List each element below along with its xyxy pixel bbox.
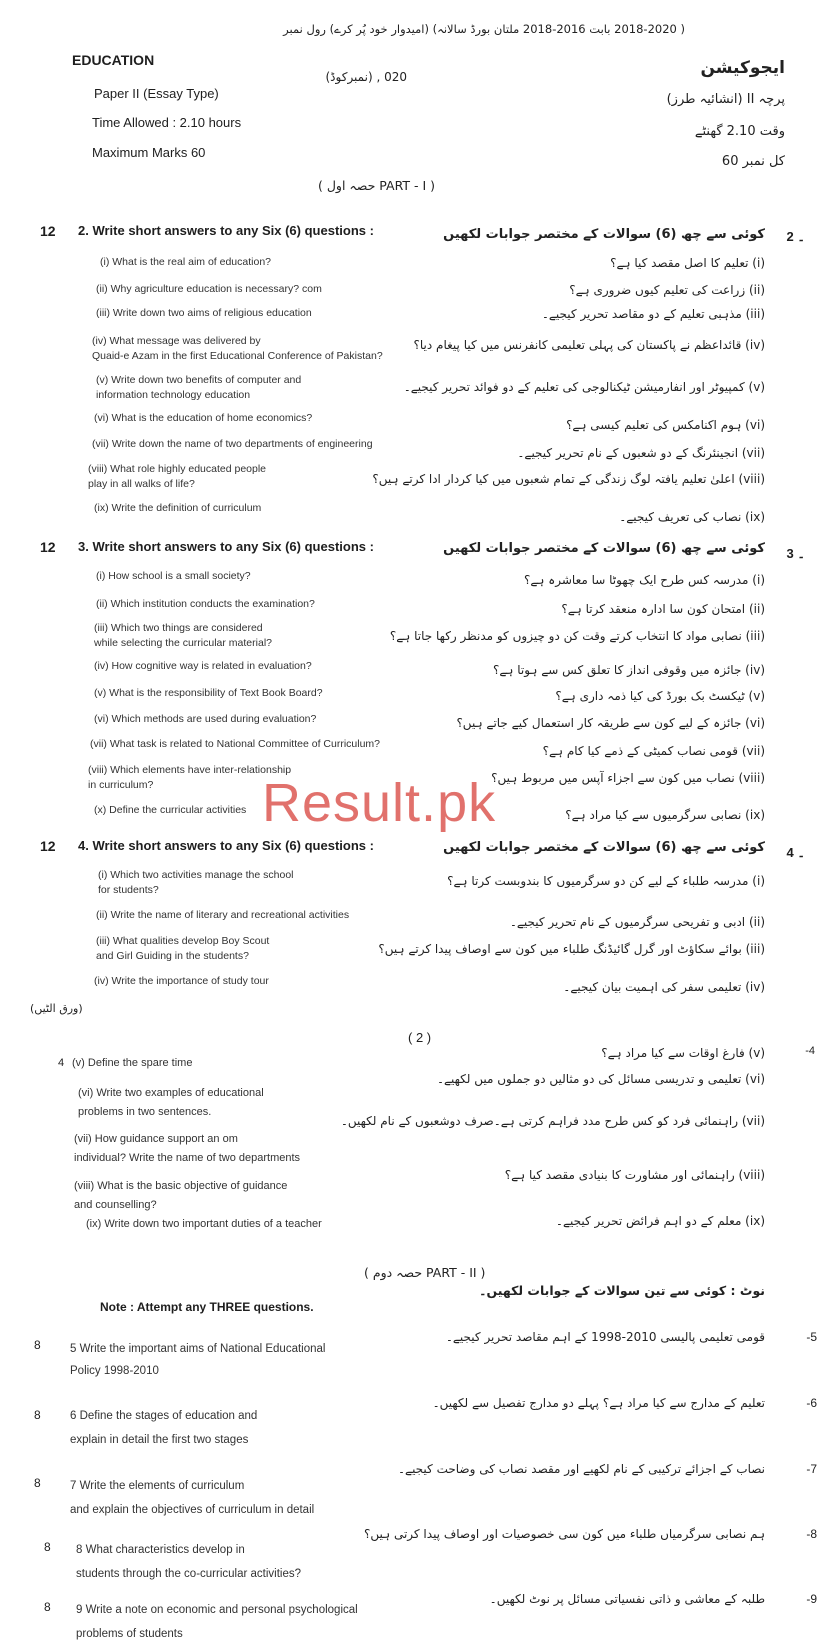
part-two-heading: ( PART - II حصہ دوم ) bbox=[364, 1265, 486, 1280]
q3-item-5-en: (v) What is the responsibility of Text Book Board? bbox=[94, 687, 323, 699]
q2-item-4-en: (iv) What message was delivered by Quaid-e Azam in the first Educational Conference of Pakistan? bbox=[92, 335, 383, 362]
q3-item-8-ur: (viii) نصاب میں کون سے اجزاء آپس میں مربوط ہیں؟ bbox=[491, 771, 765, 785]
q2-item-8-ur: (viii) اعلیٰ تعلیم یافتہ لوگ زندگی کے تمام شعبوں میں کیا کردار ادا کرتے ہیں؟ bbox=[372, 472, 765, 486]
paper-code: 020 , (نمبرکوڈ) bbox=[325, 70, 407, 84]
paper-label-ur: پرچہ II (انشائیہ طرز) bbox=[666, 92, 785, 107]
q8-marks: 8 bbox=[44, 1540, 51, 1554]
q5-text-en: 5 Write the important aims of National Educational Policy 1998-2010 bbox=[70, 1343, 326, 1377]
q4-item-4-ur: (iv) تعلیمی سفر کی اہمیت بیان کیجیے۔ bbox=[563, 980, 765, 994]
note-en: Note : Attempt any THREE questions. bbox=[100, 1300, 314, 1314]
q4-title: 4. Write short answers to any Six (6) questions : bbox=[78, 838, 374, 853]
q6-text-ur: تعلیم کے مدارج سے کیا مراد ہے؟ پہلے دو مدارج تفصیل سے لکھیں۔ bbox=[432, 1396, 765, 1410]
maximum-marks-ur: کل نمبر 60 bbox=[721, 154, 785, 169]
q9-number-ur: -9 bbox=[806, 1592, 817, 1606]
q4-cont-number-right: -4 bbox=[805, 1045, 815, 1057]
q7-number-ur: -7 bbox=[806, 1462, 817, 1476]
q2-item-2-en: (ii) Why agriculture education is necessary? com bbox=[96, 283, 322, 295]
note-ur: نوٹ : کوئی سے تین سوالات کے جوابات لکھیں۔ bbox=[479, 1283, 765, 1298]
q3-item-4-en: (iv) How cognitive way is related in evaluation? bbox=[94, 660, 312, 672]
q3-item-2-ur: (ii) امتحان کون سا ادارہ منعقد کرتا ہے؟ bbox=[561, 602, 765, 616]
q2-item-7-en: (vii) Write down the name of two departments of engineering bbox=[92, 438, 373, 450]
q6-marks: 8 bbox=[34, 1408, 41, 1422]
q3-item-1-en: (i) How school is a small society? bbox=[96, 570, 251, 582]
q4-cont-number-left: 4 bbox=[58, 1057, 65, 1069]
q3-item-7-ur: (vii) قومی نصاب کمیٹی کے ذمے کیا کام ہے؟ bbox=[542, 744, 765, 758]
q3-item-1-ur: (i) مدرسہ کس طرح ایک چھوٹا سا معاشرہ ہے؟ bbox=[523, 573, 765, 587]
q9-text-en: 9 Write a note on economic and personal psychological problems of students bbox=[76, 1604, 358, 1640]
maximum-marks-en: Maximum Marks 60 bbox=[92, 145, 206, 160]
q2-item-9-en: (ix) Write the definition of curriculum bbox=[94, 502, 262, 514]
q2-item-4-ur: (iv) قائداعظم نے پاکستان کی پہلی تعلیمی کانفرنس میں کیا پیغام دیا؟ bbox=[413, 338, 765, 352]
q3-item-9-en: (x) Define the curricular activities bbox=[94, 804, 247, 816]
q2-item-6-en: (vi) What is the education of home economics? bbox=[94, 412, 313, 424]
q3-number-ur: ۔ 3 bbox=[786, 546, 805, 561]
q3-item-4-ur: (iv) جائزہ میں وقوفی انداز کا تعلق کس سے ہوتا ہے؟ bbox=[492, 663, 765, 677]
q3-item-5-ur: (v) ٹیکسٹ بک بورڈ کی کیا ذمہ داری ہے؟ bbox=[555, 689, 765, 703]
q5-marks: 8 bbox=[34, 1338, 41, 1352]
q7-text-en: 7 Write the elements of curriculum and explain the objectives of curriculum in detail bbox=[70, 1480, 315, 1516]
q4-item-7-en: (vii) How guidance support an om individual? Write the name of two departments bbox=[74, 1133, 301, 1164]
q2-title-ur: کوئی سے چھ (6) سوالات کے مختصر جوابات لکھیں bbox=[443, 227, 765, 242]
time-allowed-ur: وقت 2.10 گھنٹے bbox=[694, 124, 785, 139]
q5-text-ur: قومی تعلیمی پالیسی 2010-1998 کے اہم مقاصد تحریر کیجیے۔ bbox=[445, 1330, 765, 1344]
watermark: Result.pk bbox=[262, 773, 497, 833]
q2-item-1-ur: (i) تعلیم کا اصل مقصد کیا ہے؟ bbox=[610, 256, 765, 270]
q4-title-ur: کوئی سے چھ (6) سوالات کے مختصر جوابات لکھیں bbox=[443, 840, 765, 855]
q4-item-6-ur: (vi) تعلیمی و تدریسی مسائل کی دو مثالیں دو جملوں میں لکھیے۔ bbox=[436, 1072, 765, 1086]
time-allowed-en: Time Allowed : 2.10 hours bbox=[92, 115, 242, 130]
q3-title-ur: کوئی سے چھ (6) سوالات کے مختصر جوابات لکھیں bbox=[443, 541, 765, 556]
q3-item-6-ur: (vi) جائزہ کے لیے کون سے طریقہ کار استعمال کیے جاتے ہیں؟ bbox=[456, 716, 765, 730]
q4-item-4-en: (iv) Write the importance of study tour bbox=[94, 975, 269, 987]
q4-item-9-en: (ix) Write down two important duties of a teacher bbox=[86, 1218, 322, 1230]
q6-text-en: 6 Define the stages of education and explain in detail the first two stages bbox=[70, 1410, 258, 1446]
page-number: ( 2 ) bbox=[408, 1030, 432, 1045]
q7-marks: 8 bbox=[34, 1476, 41, 1490]
q2-item-8-en: (viii) What role highly educated people play in all walks of life? bbox=[88, 463, 267, 490]
q8-text-ur: ہم نصابی سرگرمیاں طلباء میں کون سی خصوصیات اور اوصاف پیدا کرتی ہیں؟ bbox=[363, 1527, 765, 1541]
exam-years-line: ( 2018-2020 بابت 2016-2018 ملتان بورڈ سالانہ) (امیدوار خود پُر کرے) رول نمبر bbox=[283, 22, 685, 36]
q4-item-1-en: (i) Which two activities manage the school for students? bbox=[98, 869, 294, 896]
q2-item-6-ur: (vi) ہوم اکنامکس کی تعلیم کیسی ہے؟ bbox=[566, 418, 765, 432]
q4-item-6-en: (vi) Write two examples of educational problems in two sentences. bbox=[78, 1087, 264, 1118]
q3-item-3-en: (iii) Which two things are considered while selecting the curricular material? bbox=[94, 622, 272, 649]
q4-item-2-en: (ii) Write the name of literary and recreational activities bbox=[96, 909, 350, 921]
q7-text-ur: نصاب کے اجزائے ترکیبی کے نام لکھیے اور مقصد نصاب کی وضاحت کیجیے۔ bbox=[398, 1462, 765, 1476]
q3-marks: 12 bbox=[40, 539, 56, 555]
subject-title-ur: ایجوکیشن bbox=[700, 58, 785, 78]
q8-number-ur: -8 bbox=[806, 1527, 817, 1541]
q3-item-6-en: (vi) Which methods are used during evaluation? bbox=[94, 713, 317, 725]
q4-item-9-ur: (ix) معلم کے دو اہم فرائض تحریر کیجیے۔ bbox=[555, 1214, 765, 1228]
q3-item-2-en: (ii) Which institution conducts the examination? bbox=[96, 598, 315, 610]
subject-title-en: EDUCATION bbox=[72, 52, 155, 68]
q4-item-5-ur: (v) فارغ اوقات سے کیا مراد ہے؟ bbox=[601, 1046, 765, 1060]
q8-text-en: 8 What characteristics develop in students through the co-curricular activities? bbox=[76, 1544, 301, 1580]
q4-item-3-ur: (iii) بوائے سکاؤٹ اور گرل گائیڈنگ طلباء میں کون سے اوصاف پیدا کرتے ہیں؟ bbox=[378, 942, 765, 956]
q4-item-1-ur: (i) مدرسہ طلباء کے لیے کن دو سرگرمیوں کا بندوبست کرتا ہے؟ bbox=[447, 874, 765, 888]
q3-item-9-ur: (ix) نصابی سرگرمیوں سے کیا مراد ہے؟ bbox=[565, 808, 765, 822]
paper-label-en: Paper II (Essay Type) bbox=[94, 86, 219, 101]
q2-item-5-ur: (v) کمپیوٹر اور انفارمیشن ٹیکنالوجی کی تعلیم کے دو فوائد تحریر کیجیے۔ bbox=[403, 380, 765, 394]
q4-item-7-ur: (vii) راہنمائی فرد کو کس طرح مدد فراہم کرتی ہے۔صرف دوشعبوں کے نام لکھیں۔ bbox=[340, 1114, 765, 1128]
q3-item-3-ur: (iii) نصابی مواد کا انتخاب کرتے وقت کن دو چیزوں کو مدنظر رکھا جاتا ہے؟ bbox=[389, 629, 765, 643]
q4-number-ur: ۔ 4 bbox=[786, 845, 805, 860]
q4-item-8-ur: (viii) راہنمائی اور مشاورت کا بنیادی مقصد کیا ہے؟ bbox=[504, 1168, 765, 1182]
q4-item-5-en: (v) Define the spare time bbox=[72, 1057, 193, 1069]
q2-item-3-ur: (iii) مذہبی تعلیم کے دو مقاصد تحریر کیجیے۔ bbox=[541, 307, 765, 321]
q2-title: 2. Write short answers to any Six (6) questions : bbox=[78, 223, 374, 238]
q6-number-ur: -6 bbox=[806, 1396, 817, 1410]
please-turn-over: (ورق الٹیں) bbox=[30, 1002, 83, 1015]
q2-number-ur: ۔ 2 bbox=[786, 229, 805, 244]
q5-number-ur: -5 bbox=[806, 1330, 817, 1344]
q4-item-3-en: (iii) What qualities develop Boy Scout and Girl Guiding in the students? bbox=[96, 935, 270, 962]
q2-item-5-en: (v) Write down two benefits of computer and information technology education bbox=[96, 374, 302, 401]
q4-item-8-en: (viii) What is the basic objective of guidance and counselling? bbox=[74, 1180, 288, 1211]
q9-marks: 8 bbox=[44, 1600, 51, 1614]
q2-item-9-ur: (ix) نصاب کی تعریف کیجیے۔ bbox=[619, 510, 765, 524]
q3-title: 3. Write short answers to any Six (6) questions : bbox=[78, 539, 374, 554]
q4-marks: 12 bbox=[40, 838, 56, 854]
part-one-heading: ( PART - I حصہ اول ) bbox=[318, 178, 435, 193]
q9-text-ur: طلبہ کے معاشی و ذاتی نفسیاتی مسائل پر نوٹ لکھیں۔ bbox=[489, 1592, 765, 1606]
q3-item-7-en: (vii) What task is related to National Committee of Curriculum? bbox=[90, 738, 381, 750]
q3-item-8-en: (viii) Which elements have inter-relationship in curriculum? bbox=[88, 764, 292, 791]
q2-item-1-en: (i) What is the real aim of education? bbox=[100, 256, 271, 268]
q2-item-7-ur: (vii) انجینئرنگ کے دو شعبوں کے نام تحریر کیجیے۔ bbox=[517, 446, 765, 460]
q2-item-2-ur: (ii) زراعت کی تعلیم کیوں ضروری ہے؟ bbox=[569, 283, 765, 297]
q2-marks: 12 bbox=[40, 223, 56, 239]
q4-item-2-ur: (ii) ادبی و تفریحی سرگرمیوں کے نام تحریر کیجیے۔ bbox=[509, 915, 765, 929]
q2-item-3-en: (iii) Write down two aims of religious education bbox=[96, 307, 312, 319]
